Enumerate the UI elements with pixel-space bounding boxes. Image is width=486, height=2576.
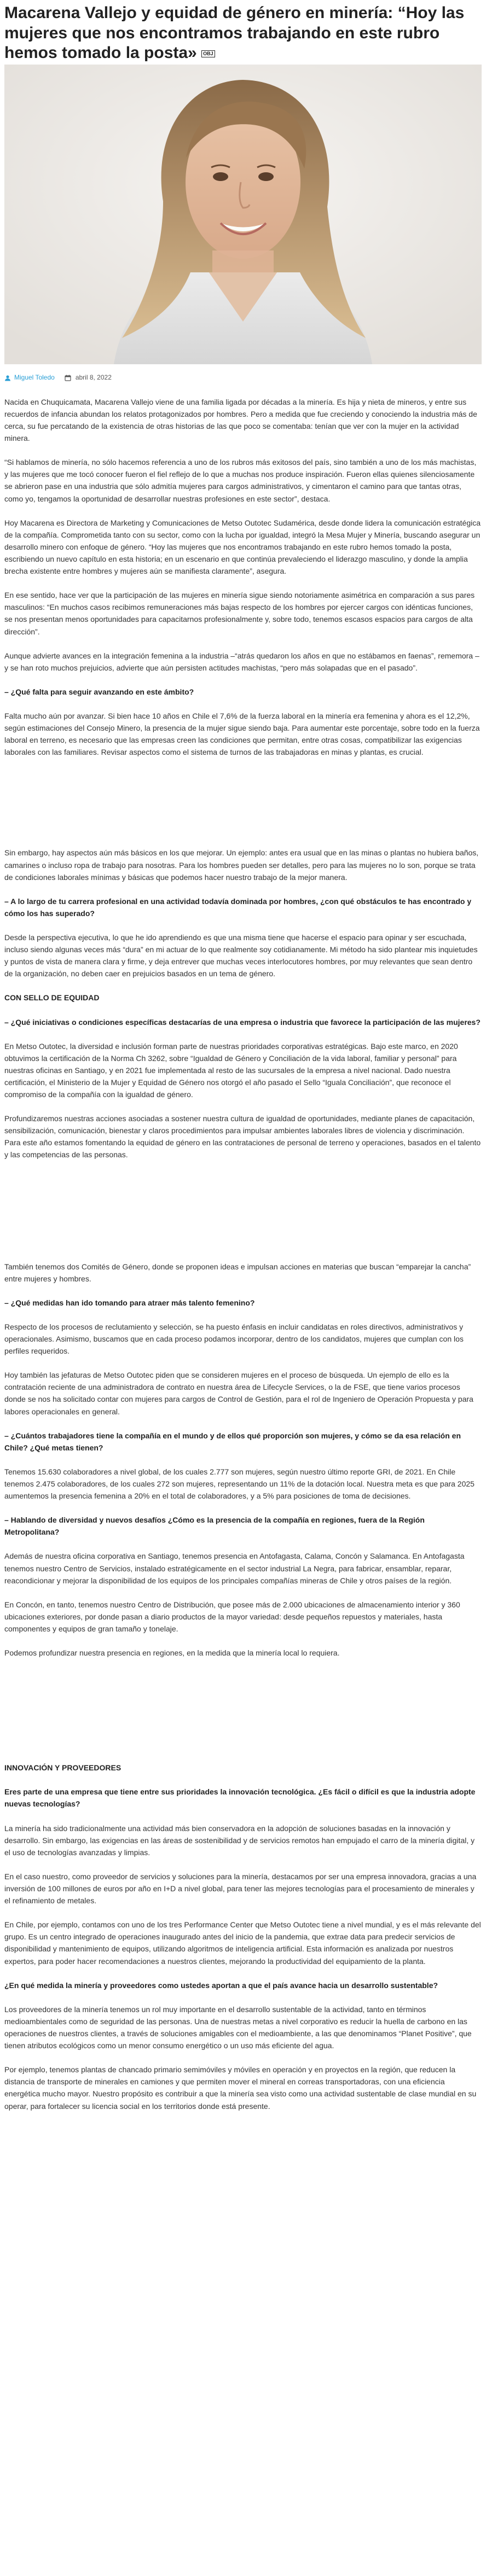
article-paragraph: También tenemos dos Comités de Género, donde se proponen ideas e impulsan acciones en materias que buscan “emparejar la cancha” entre mujeres y hombres. bbox=[4, 1262, 471, 1283]
whitespace-gap bbox=[4, 1173, 482, 1261]
article-paragraph: Desde la perspectiva ejecutiva, lo que he ido aprendiendo es que una misma tiene que hacerse el espacio para opinar y ser escuchada, incluso siendo algunas veces más “dura” en mi actuar de lo que realmente soy cotidianamente. Mi método ha sido plantear mis inquietudes y puntos de vista de manera clara y firme, y deja entrever que muchas veces interlocutores hombres, por muy relevantes que sean dentro de la organización, no deben caer en prejuicios basados en un tema de género. bbox=[4, 933, 478, 978]
article-paragraph: Podemos profundizar nuestra presencia en regiones, en la medida que la minería local lo requiera. bbox=[4, 1648, 340, 1658]
article-paragraph: Respecto de los procesos de reclutamiento y selección, se ha puesto énfasis en incluir candidatas en roles directivos, administrativos y operacionales. Asimismo, buscamos que en cada proceso podamos incorporar, dentro de los candidatos, mujeres que cumplan con los perfiles requeridos. bbox=[4, 1322, 464, 1356]
article-paragraph: En Concón, en tanto, tenemos nuestro Centro de Distribución, que posee más de 2.000 ubicaciones de almacenamiento interior y 360 ubicaciones exteriores, por donde pasan a diario productos de la mayor variedad: desde pequeños repuestos y materiales, hasta componentes y equipos de gran tamaño y tonelaje. bbox=[4, 1600, 460, 1633]
section-heading: CON SELLO DE EQUIDAD bbox=[4, 993, 100, 1003]
section-heading: INNOVACIÓN Y PROVEEDORES bbox=[4, 1763, 121, 1773]
whitespace-gap bbox=[4, 770, 482, 847]
interview-question: – ¿Qué falta para seguir avanzando en este ámbito? bbox=[4, 687, 194, 696]
article-paragraph: Nacida en Chuquicamata, Macarena Vallejo viene de una familia ligada por décadas a la minería. Es hija y nieta de mineros, y entre sus recuerdos de infancia abundan los relatos protagonizados por hombres. Pero a medida que fue creciendo y conociendo la industria más de cerca, su fue percatando de la existencia de otras historias de las que poco se comentaba: tenían que ver con la mujer en la actividad minera. bbox=[4, 397, 477, 443]
interview-question: – ¿Qué iniciativas o condiciones específicas destacarías de una empresa o industria que favorece la participación de las mujeres? bbox=[4, 1017, 481, 1027]
article-paragraph: Los proveedores de la minería tenemos un rol muy importante en el desarrollo sustentable de la actividad, tanto en términos medioambientales como de seguridad de las personas. Una de nuestras metas a nivel corporativo es reducir la huella de carbono en las operaciones de nuestros clientes, a través de soluciones amigables con el medioambiente, a las que denominamos “Planet Positive”, que tienen atributos ecológicos como un menor consumo energético o un uso más eficiente del agua. bbox=[4, 2004, 472, 2050]
interview-question: – A lo largo de tu carrera profesional en una actividad todavía dominada por hombres, ¿con qué obstáculos te has encontrado y cómo los has superado? bbox=[4, 896, 472, 918]
article-paragraph: “Si hablamos de minería, no sólo hacemos referencia a uno de los rubros más exitosos del país, sino también a uno de los más machistas, y las mujeres que me tocó conocer fueron el fiel reflejo de lo que a muchas nos produce inspiración. Fueron ellas quienes silenciosamente se abrieron pase en una industria que sólo admitía mujeres para cargos administrativos, y cimentaron el camino para que tantas otras, como yo, tengamos la oportunidad de desarrollar nuestras profesiones en este sector”, destaca. bbox=[4, 458, 477, 503]
article-paragraph: Falta mucho aún por avanzar. Si bien hace 10 años en Chile el 7,6% de la fuerza laboral en la minería era femenina y ahora es el 12,2%, según estimaciones del Consejo Minero, la presencia de la mujer sigue siendo baja. Para aumentar este porcentaje, sobre todo en la fuerza laboral en terreno, es necesario que las empresas creen las condiciones que permitan, entre otras cosas, compatibilizar las exigencias laborales con las familiares. Revisar aspectos como el sistema de turnos de las trabajadoras en minas y plantas, es crucial. bbox=[4, 711, 480, 757]
whitespace-gap bbox=[4, 1671, 482, 1758]
interview-question: – ¿Qué medidas han ido tomando para atraer más talento femenino? bbox=[4, 1298, 255, 1307]
object-replacement-badge: OBJ bbox=[201, 50, 215, 57]
portrait-illustration bbox=[4, 65, 482, 364]
article-paragraph: En ese sentido, hace ver que la participación de las mujeres en minería sigue siendo notoriamente asimétrica en comparación a sus pares masculinos: “En muchos casos recibimos remuneraciones más bajas respecto de los hombres por ejercer cargos con idénticas funciones, se nos presentan menos oportunidades para capacitarnos profesionalmente y, sobre todo, tenemos escasos espacios para cargos de alta dirección”. bbox=[4, 591, 475, 636]
interview-question: ¿En qué medida la minería y proveedores como ustedes aportan a que el país avance hacia un desarrollo sustentable? bbox=[4, 1980, 438, 1990]
author-link[interactable]: Miguel Toledo bbox=[14, 374, 55, 382]
article-paragraph: En Metso Outotec, la diversidad e inclusión forman parte de nuestras prioridades corporativas estratégicas. Bajo este marco, en 2020 obtuvimos la certificación de la Norma Ch 3262, sobre “Igualdad de Género y Conciliación de la vida laboral, familiar y personal” para nuestras oficinas en Santiago, y en 2021 fue implementada al resto de las sucursales de la empresa a nivel nacional. Dado nuestra certificación, el Ministerio de la Mujer y Equidad de Género nos otorgó el año pasado el Sello “Iguala Conciliación”, que reconoce el compromiso de la compañía con la igualdad de género. bbox=[4, 1041, 458, 1099]
user-icon bbox=[4, 375, 11, 381]
article-paragraph: Hoy también las jefaturas de Metso Outotec piden que se consideren mujeres en el proceso de búsqueda. Un ejemplo de ello es la contratación reciente de una administradora de contrato en nuestra área de Lifecycle Services, o la de FSE, que tiene varios procesos donde se nos ha solicitado contar con mujeres para cargos de Control de Gestión, para el rol de Ingeniero de Operación Propuesta y para labores operacionales en general. bbox=[4, 1371, 473, 1416]
article-paragraph: Tenemos 15.630 colaboradores a nivel global, de los cuales 2.777 son mujeres, según nuestro último reporte GRI, de 2021. En Chile tenemos 2.475 colaboradores, de los cuales 272 son mujeres, representando un 11% de la dotación local. Nuestra meta es que para 2025 aumentemos la presencia femenina a 20% en el total de colaboradores, y a 5% para posiciones de toma de decisiones. bbox=[4, 1467, 475, 1501]
interview-question: – ¿Cuántos trabajadores tiene la compañía en el mundo y de ellos qué proporción son mujeres, y cómo se da esa relación en Chile? ¿Qué metas tienen? bbox=[4, 1431, 461, 1452]
article-paragraph: Aunque advierte avances en la integración femenina a la industria –“atrás quedaron los años en que no estábamos en faenas”, rememora – y se han roto muchos prejuicios, advierte que aún persisten actitudes machistas, “pero más solapadas que en el pasado”. bbox=[4, 651, 479, 672]
hero-portrait-image bbox=[4, 65, 482, 364]
article-body bbox=[4, 396, 482, 2112]
article-title-text: Macarena Vallejo y equidad de género en minería: “Hoy las mujeres que nos encontramos trabajando en este rubro hemos tomado la posta» bbox=[4, 4, 465, 62]
calendar-icon bbox=[65, 375, 71, 381]
article-paragraph: En Chile, por ejemplo, contamos con uno de los tres Performance Center que Metso Outotec tiene a nivel mundial, y es el más relevante del grupo. Es un centro integrado de operaciones inaugurado antes del inicio de la pandemia, que extrae data para predecir servicios de disponibilidad y mantenimiento de equipos, utilizando algoritmos de inteligencia artificial. Esta información es analizada por nuestros expertos, para poder hacer recomendaciones a nuestros clientes, mejorando la productividad del equipamiento de la planta. bbox=[4, 1920, 481, 1966]
interview-question: Eres parte de una empresa que tiene entre sus prioridades la innovación tecnológica. ¿Es fácil o difícil es que la industria adopte nuevas tecnologías? bbox=[4, 1787, 476, 1809]
article-paragraph: Sin embargo, hay aspectos aún más básicos en los que mejorar. Un ejemplo: antes era usual que en las minas o plantas no hubiera baños, camarines o incluso ropa de trabajo para nosotras. Para los hombres pueden ser detalles, pero para las mujeres no lo son, porque se trata de condiciones laborales mínimas y básicas que podemos hacer nuestro trabajo de la mejor manera. bbox=[4, 848, 479, 882]
article-paragraph: Profundizaremos nuestras acciones asociadas a sostener nuestra cultura de igualdad de oportunidades, mediante planes de capacitación, sensibilización, comunicación, bienestar y claros procedimientos para impulsar ambientes laborales libres de violencia y discriminación. Para este año estamos fomentando la equidad de género en las contrataciones de personal de terreno y operaciones, basados en el talento y las competencias de las personas. bbox=[4, 1114, 481, 1159]
interview-question: – Hablando de diversidad y nuevos desafíos ¿Cómo es la presencia de la compañía en regiones, fuera de la Región Metropolitana? bbox=[4, 1516, 425, 1537]
article-title bbox=[4, 0, 482, 63]
article-meta bbox=[4, 370, 482, 386]
article-paragraph: La minería ha sido tradicionalmente una actividad más bien conservadora en la adopción de soluciones basadas en la innovación y desarrollo. Sin embargo, las exigencias en las áreas de sostenibilidad y de servicios remotos han empujado el carro de la minería digital, y el uso de tecnologías avanzadas y limpias. bbox=[4, 1823, 475, 1857]
publish-date: abril 8, 2022 bbox=[75, 374, 112, 382]
article-paragraph: Además de nuestra oficina corporativa en Santiago, tenemos presencia en Antofagasta, Calama, Concón y Salamanca. En Antofagasta tenemos nuestro Centro de Servicios, instalado estratégicamente en el sector industrial La Negra, para fabricar, ensamblar, reparar, reacondicionar y mejorar la disponibilidad de los equipos de los principales compañías mineras de Chile y otros países de la región. bbox=[4, 1552, 465, 1585]
article-paragraph: Hoy Macarena es Directora de Marketing y Comunicaciones de Metso Outotec Sudamérica, desde donde lidera la comunicación estratégica de la compañía. Comprometida tanto con su sector, como con la lucha por igualdad, integró la Mesa Mujer y Minería, buscando asegurar un desarrollo minero con enfoque de género. “Hoy las mujeres que nos encontramos trabajando en este rubro hemos tomado la posta, escribiendo un nuevo capítulo en esta historia; en un escenario en que continúa prevaleciendo el liderazgo masculino, y donde la amplia brecha existente entre hombres y mujeres aún se manifiesta claramente”, asegura. bbox=[4, 518, 481, 576]
article-paragraph: Por ejemplo, tenemos plantas de chancado primario semimóviles y móviles en operación y en proyectos en la región, que reducen la distancia de transporte de minerales en camiones y que permiten mover el mineral en correas transportadoras, con una eficiencia energética mucho mayor. Nuestro propósito es contribuir a que la minería sea visto como una actividad sustentable de clase mundial en su operar, para fortalecer su licencia social en los territorios donde está presente. bbox=[4, 2065, 477, 2111]
article-paragraph: En el caso nuestro, como proveedor de servicios y soluciones para la minería, destacamos por ser una empresa innovadora, gracias a una inversión de 100 millones de euros por año en I+D a nivel global, para tener las mejores tecnologías para el procesamiento de minerales y el refinamiento de metales. bbox=[4, 1872, 477, 1905]
